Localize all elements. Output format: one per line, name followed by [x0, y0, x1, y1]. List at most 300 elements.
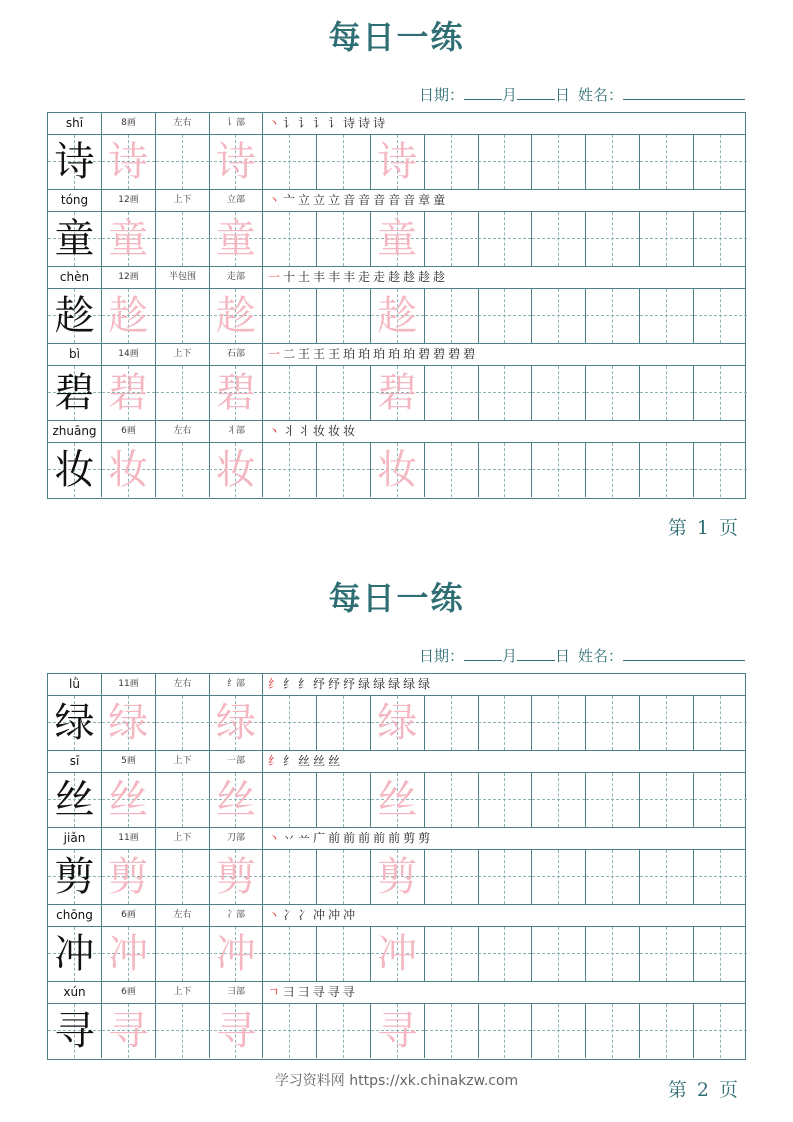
- tian-zi-box[interactable]: [48, 927, 102, 981]
- stroke-step: 碧: [418, 347, 434, 361]
- tian-zi-box[interactable]: [640, 212, 694, 266]
- writing-grid-row: [48, 696, 745, 751]
- tian-zi-box[interactable]: [209, 1004, 263, 1058]
- trace-character: 丝: [215, 777, 256, 823]
- tian-zi-box[interactable]: [209, 289, 263, 343]
- tian-zi-box[interactable]: [478, 696, 532, 750]
- tian-zi-box[interactable]: [478, 773, 532, 827]
- stroke-order: [268, 751, 343, 772]
- trace-character: 冲: [215, 931, 256, 977]
- radical-label: 讠部: [210, 113, 263, 134]
- tian-zi-box[interactable]: [317, 443, 371, 497]
- trace-character: 寻: [215, 1008, 256, 1054]
- trace-character: 碧: [377, 370, 418, 416]
- tian-zi-box[interactable]: [425, 773, 479, 827]
- char-info-row: [48, 113, 745, 135]
- tian-zi-box[interactable]: [48, 443, 102, 497]
- stroke-step: 碧: [463, 347, 479, 361]
- structure-label: 上下: [156, 751, 210, 772]
- stroke-step: 趁: [418, 270, 434, 284]
- char-info-row: [48, 674, 745, 696]
- tian-zi-box[interactable]: [532, 135, 586, 189]
- tian-zi-box[interactable]: [102, 773, 156, 827]
- tian-zi-box[interactable]: [532, 289, 586, 343]
- tian-zi-box[interactable]: [371, 773, 425, 827]
- char-info-row: [48, 828, 745, 850]
- date-name-line: [419, 84, 745, 105]
- trace-character: 冲: [108, 931, 149, 977]
- radical-label: 纟部: [210, 674, 263, 695]
- stroke-step: 彐: [297, 985, 313, 999]
- stroke-count: 12画: [102, 267, 156, 288]
- structure-label: 左右: [156, 113, 210, 134]
- stroke-step: 冫: [283, 908, 299, 922]
- tian-zi-box[interactable]: [694, 696, 747, 750]
- tian-zi-box[interactable]: [425, 696, 479, 750]
- tian-zi-box[interactable]: [532, 1004, 586, 1058]
- tian-zi-box[interactable]: [640, 289, 694, 343]
- stroke-step: 亠: [283, 193, 299, 207]
- tian-zi-box[interactable]: [317, 1004, 371, 1058]
- tian-zi-box[interactable]: [209, 443, 263, 497]
- stroke-step: 音: [358, 193, 374, 207]
- tian-zi-box[interactable]: [156, 135, 210, 189]
- structure-label: 左右: [156, 674, 210, 695]
- tian-zi-box[interactable]: [478, 212, 532, 266]
- tian-zi-box[interactable]: [371, 135, 425, 189]
- stroke-step: 纾: [328, 677, 344, 691]
- trace-character: 寻: [108, 1008, 149, 1054]
- stroke-step: 二: [283, 347, 299, 361]
- tian-zi-box[interactable]: [102, 696, 156, 750]
- tian-zi-box[interactable]: [48, 850, 102, 904]
- stroke-count: 5画: [102, 751, 156, 772]
- tian-zi-box[interactable]: [425, 1004, 479, 1058]
- stroke-count: 14画: [102, 344, 156, 365]
- radical-label: 一部: [210, 751, 263, 772]
- tian-zi-box[interactable]: [48, 366, 102, 420]
- radical-label: 彐部: [210, 982, 263, 1003]
- tian-zi-box[interactable]: [48, 696, 102, 750]
- practice-sheet: [47, 673, 746, 1060]
- tian-zi-box[interactable]: [156, 927, 210, 981]
- tian-zi-box[interactable]: [694, 850, 747, 904]
- day-label: 日: [554, 647, 570, 665]
- tian-zi-box[interactable]: [478, 135, 532, 189]
- stroke-step: 诗: [373, 116, 389, 130]
- stroke-step: 一: [268, 347, 284, 361]
- month-blank[interactable]: [464, 648, 502, 661]
- tian-zi-box[interactable]: [263, 443, 317, 497]
- stroke-step: 讠: [298, 116, 314, 130]
- stroke-step: 绿: [403, 677, 419, 691]
- pinyin-label: zhuāng: [48, 421, 102, 442]
- tian-zi-box[interactable]: [156, 773, 210, 827]
- name-blank[interactable]: [623, 87, 745, 100]
- stroke-step: 丶: [268, 908, 284, 922]
- stroke-step: 立: [298, 193, 314, 207]
- tian-zi-box[interactable]: [317, 135, 371, 189]
- tian-zi-box[interactable]: [317, 366, 371, 420]
- tian-zi-box[interactable]: [586, 135, 640, 189]
- tian-zi-box[interactable]: [102, 212, 156, 266]
- tian-zi-box[interactable]: [156, 212, 210, 266]
- writing-grid-row: [48, 289, 745, 344]
- trace-character: 丝: [108, 777, 149, 823]
- stroke-step: ㄱ: [268, 985, 283, 999]
- tian-zi-box[interactable]: [156, 289, 210, 343]
- tian-zi-box[interactable]: [263, 927, 317, 981]
- radical-label: 石部: [210, 344, 263, 365]
- page-prefix: 第: [667, 1079, 691, 1101]
- tian-zi-box[interactable]: [317, 850, 371, 904]
- radical-label: 走部: [210, 267, 263, 288]
- tian-zi-box[interactable]: [586, 696, 640, 750]
- name-blank[interactable]: [623, 648, 745, 661]
- stroke-count: 8画: [102, 113, 156, 134]
- stroke-step: 走: [358, 270, 374, 284]
- tian-zi-box[interactable]: [102, 443, 156, 497]
- stroke-step: 剪: [403, 831, 419, 845]
- stroke-step: 童: [433, 193, 449, 207]
- stroke-order: [268, 421, 358, 442]
- stroke-step: 碧: [448, 347, 464, 361]
- radical-label: 丬部: [210, 421, 263, 442]
- stroke-step: 珀: [373, 347, 389, 361]
- stroke-order: [268, 982, 358, 1003]
- name-label: 姓名：: [577, 647, 623, 665]
- tian-zi-box[interactable]: [209, 850, 263, 904]
- tian-zi-box[interactable]: [586, 927, 640, 981]
- stroke-step: 趁: [403, 270, 419, 284]
- stroke-step: 寻: [327, 985, 343, 999]
- tian-zi-box[interactable]: [640, 773, 694, 827]
- stroke-step: 妆: [313, 424, 329, 438]
- radical-label: 冫部: [210, 905, 263, 926]
- writing-grid-row: [48, 927, 745, 982]
- stroke-step: 音: [373, 193, 389, 207]
- tian-zi-box[interactable]: [478, 850, 532, 904]
- tian-zi-box[interactable]: [694, 212, 747, 266]
- stroke-count: 11画: [102, 828, 156, 849]
- tian-zi-box[interactable]: [156, 1004, 210, 1058]
- writing-grid-row: [48, 366, 745, 421]
- tian-zi-box[interactable]: [586, 773, 640, 827]
- stroke-step: 绿: [418, 677, 434, 691]
- stroke-step: 丰: [313, 270, 329, 284]
- pinyin-label: chōng: [48, 905, 102, 926]
- stroke-order: [268, 113, 388, 134]
- tian-zi-box[interactable]: [532, 773, 586, 827]
- stroke-step: 前: [358, 831, 374, 845]
- stroke-step: 剪: [418, 831, 434, 845]
- trace-character: 剪: [377, 854, 418, 900]
- stroke-step: 章: [418, 193, 434, 207]
- structure-label: 左右: [156, 905, 210, 926]
- tian-zi-box[interactable]: [209, 927, 263, 981]
- trace-character: 绿: [377, 700, 418, 746]
- date-label: 日期：: [418, 647, 464, 665]
- tian-zi-box[interactable]: [694, 289, 747, 343]
- model-character: 碧: [54, 370, 95, 416]
- stroke-step: 纾: [313, 677, 329, 691]
- tian-zi-box[interactable]: [640, 927, 694, 981]
- tian-zi-box[interactable]: [371, 696, 425, 750]
- trace-character: 童: [377, 216, 418, 262]
- tian-zi-box[interactable]: [532, 696, 586, 750]
- tian-zi-box[interactable]: [156, 366, 210, 420]
- stroke-step: 丝: [298, 754, 314, 768]
- tian-zi-box[interactable]: [532, 366, 586, 420]
- tian-zi-box[interactable]: [371, 212, 425, 266]
- stroke-step: 珀: [358, 347, 374, 361]
- tian-zi-box[interactable]: [263, 696, 317, 750]
- tian-zi-box[interactable]: [694, 927, 747, 981]
- tian-zi-box[interactable]: [317, 289, 371, 343]
- stroke-order: [268, 674, 433, 695]
- stroke-step: 前: [343, 831, 359, 845]
- tian-zi-box[interactable]: [532, 927, 586, 981]
- tian-zi-box[interactable]: [209, 135, 263, 189]
- stroke-step: 纾: [343, 677, 359, 691]
- day-blank[interactable]: [517, 648, 555, 661]
- tian-zi-box[interactable]: [102, 850, 156, 904]
- tian-zi-box[interactable]: [209, 773, 263, 827]
- tian-zi-box[interactable]: [478, 443, 532, 497]
- stroke-step: 丷: [283, 831, 299, 845]
- tian-zi-box[interactable]: [48, 773, 102, 827]
- tian-zi-box[interactable]: [532, 850, 586, 904]
- stroke-order: [268, 267, 448, 288]
- tian-zi-box[interactable]: [263, 1004, 317, 1058]
- stroke-step: 纟: [268, 754, 284, 768]
- trace-character: 诗: [215, 139, 256, 185]
- structure-label: 半包围: [156, 267, 210, 288]
- tian-zi-box[interactable]: [263, 289, 317, 343]
- tian-zi-box[interactable]: [263, 212, 317, 266]
- stroke-step: 走: [373, 270, 389, 284]
- tian-zi-box[interactable]: [425, 850, 479, 904]
- trace-character: 碧: [215, 370, 256, 416]
- stroke-step: 寻: [312, 985, 328, 999]
- stroke-order: [268, 190, 448, 211]
- month-label: 月: [501, 647, 517, 665]
- tian-zi-box[interactable]: [640, 366, 694, 420]
- stroke-step: 丬: [298, 424, 314, 438]
- tian-zi-box[interactable]: [640, 135, 694, 189]
- radical-label: 立部: [210, 190, 263, 211]
- tian-zi-box[interactable]: [48, 212, 102, 266]
- trace-character: 趁: [108, 293, 149, 339]
- tian-zi-box[interactable]: [532, 212, 586, 266]
- stroke-step: 妆: [343, 424, 359, 438]
- tian-zi-box[interactable]: [102, 1004, 156, 1058]
- stroke-order: [268, 828, 433, 849]
- trace-character: 冲: [377, 931, 418, 977]
- tian-zi-box[interactable]: [102, 927, 156, 981]
- name-label: 姓名：: [577, 86, 623, 104]
- month-blank[interactable]: [464, 87, 502, 100]
- date-name-line: [419, 645, 745, 666]
- trace-character: 妆: [108, 447, 149, 493]
- stroke-step: 王: [328, 347, 344, 361]
- tian-zi-box[interactable]: [263, 773, 317, 827]
- tian-zi-box[interactable]: [640, 696, 694, 750]
- tian-zi-box[interactable]: [48, 1004, 102, 1058]
- day-blank[interactable]: [517, 87, 555, 100]
- tian-zi-box[interactable]: [640, 1004, 694, 1058]
- tian-zi-box[interactable]: [586, 212, 640, 266]
- writing-grid-row: [48, 773, 745, 828]
- tian-zi-box[interactable]: [156, 696, 210, 750]
- stroke-step: 趁: [433, 270, 449, 284]
- tian-zi-box[interactable]: [209, 696, 263, 750]
- tian-zi-box[interactable]: [425, 212, 479, 266]
- stroke-step: 纟: [268, 677, 284, 691]
- tian-zi-box[interactable]: [478, 1004, 532, 1058]
- trace-character: 诗: [377, 139, 418, 185]
- stroke-step: 丶: [268, 424, 284, 438]
- char-info-row: [48, 751, 745, 773]
- tian-zi-box[interactable]: [478, 289, 532, 343]
- stroke-step: 珀: [388, 347, 404, 361]
- day-label: 日: [554, 86, 570, 104]
- tian-zi-box[interactable]: [425, 289, 479, 343]
- tian-zi-box[interactable]: [317, 927, 371, 981]
- stroke-order: [268, 344, 478, 365]
- tian-zi-box[interactable]: [586, 289, 640, 343]
- tian-zi-box[interactable]: [102, 366, 156, 420]
- tian-zi-box[interactable]: [425, 443, 479, 497]
- page-number-value: 1: [696, 517, 713, 539]
- trace-character: 诗: [108, 139, 149, 185]
- stroke-step: 诗: [358, 116, 374, 130]
- tian-zi-box[interactable]: [102, 289, 156, 343]
- tian-zi-box[interactable]: [102, 135, 156, 189]
- stroke-step: 丰: [343, 270, 359, 284]
- tian-zi-box[interactable]: [478, 927, 532, 981]
- writing-grid-row: [48, 135, 745, 190]
- tian-zi-box[interactable]: [156, 443, 210, 497]
- tian-zi-box[interactable]: [263, 850, 317, 904]
- stroke-step: 一: [268, 270, 284, 284]
- stroke-step: 丝: [313, 754, 329, 768]
- tian-zi-box[interactable]: [317, 773, 371, 827]
- stroke-count: 11画: [102, 674, 156, 695]
- stroke-step: 丝: [328, 754, 344, 768]
- tian-zi-box[interactable]: [586, 366, 640, 420]
- stroke-step: 前: [388, 831, 404, 845]
- pinyin-label: chèn: [48, 267, 102, 288]
- tian-zi-box[interactable]: [371, 927, 425, 981]
- tian-zi-box[interactable]: [586, 443, 640, 497]
- tian-zi-box[interactable]: [371, 1004, 425, 1058]
- pinyin-label: xún: [48, 982, 102, 1003]
- tian-zi-box[interactable]: [317, 696, 371, 750]
- model-character: 寻: [54, 1008, 95, 1054]
- tian-zi-box[interactable]: [371, 289, 425, 343]
- radical-label: 刀部: [210, 828, 263, 849]
- stroke-step: 绿: [358, 677, 374, 691]
- char-info-row: [48, 905, 745, 927]
- stroke-step: 王: [298, 347, 314, 361]
- model-character: 丝: [54, 777, 95, 823]
- month-label: 月: [501, 86, 517, 104]
- tian-zi-box[interactable]: [694, 366, 747, 420]
- structure-label: 上下: [156, 982, 210, 1003]
- stroke-step: 冲: [343, 908, 359, 922]
- tian-zi-box[interactable]: [156, 850, 210, 904]
- tian-zi-box[interactable]: [586, 850, 640, 904]
- tian-zi-box[interactable]: [694, 135, 747, 189]
- writing-grid-row: [48, 212, 745, 267]
- tian-zi-box[interactable]: [371, 366, 425, 420]
- tian-zi-box[interactable]: [640, 443, 694, 497]
- tian-zi-box[interactable]: [425, 927, 479, 981]
- stroke-step: 前: [328, 831, 344, 845]
- stroke-step: 音: [403, 193, 419, 207]
- stroke-count: 6画: [102, 905, 156, 926]
- writing-grid-row: [48, 443, 745, 498]
- tian-zi-box[interactable]: [263, 366, 317, 420]
- tian-zi-box[interactable]: [478, 366, 532, 420]
- stroke-order: [268, 905, 358, 926]
- page-suffix: 页: [718, 517, 742, 539]
- stroke-step: 丶: [268, 116, 284, 130]
- tian-zi-box[interactable]: [209, 366, 263, 420]
- stroke-step: 冲: [328, 908, 344, 922]
- tian-zi-box[interactable]: [371, 850, 425, 904]
- stroke-step: 珀: [343, 347, 359, 361]
- tian-zi-box[interactable]: [371, 443, 425, 497]
- trace-character: 绿: [215, 700, 256, 746]
- writing-grid-row: [48, 850, 745, 905]
- model-character: 剪: [54, 854, 95, 900]
- pinyin-label: bì: [48, 344, 102, 365]
- tian-zi-box[interactable]: [263, 135, 317, 189]
- tian-zi-box[interactable]: [317, 212, 371, 266]
- trace-character: 绿: [108, 700, 149, 746]
- tian-zi-box[interactable]: [694, 443, 747, 497]
- tian-zi-box[interactable]: [48, 135, 102, 189]
- stroke-step: 讠: [313, 116, 329, 130]
- trace-character: 妆: [377, 447, 418, 493]
- model-character: 绿: [54, 700, 95, 746]
- char-info-row: [48, 344, 745, 366]
- stroke-step: 丶: [268, 831, 284, 845]
- pinyin-label: lǜ: [48, 674, 102, 695]
- stroke-step: 趁: [388, 270, 404, 284]
- stroke-step: 绿: [388, 677, 404, 691]
- tian-zi-box[interactable]: [694, 773, 747, 827]
- tian-zi-box[interactable]: [532, 443, 586, 497]
- tian-zi-box[interactable]: [640, 850, 694, 904]
- stroke-step: 碧: [433, 347, 449, 361]
- tian-zi-box[interactable]: [48, 289, 102, 343]
- structure-label: 上下: [156, 344, 210, 365]
- tian-zi-box[interactable]: [425, 366, 479, 420]
- structure-label: 上下: [156, 828, 210, 849]
- trace-character: 妆: [215, 447, 256, 493]
- tian-zi-box[interactable]: [209, 212, 263, 266]
- stroke-step: 丶: [268, 193, 284, 207]
- tian-zi-box[interactable]: [425, 135, 479, 189]
- page-title: 每日一练: [328, 18, 465, 56]
- trace-character: 寻: [377, 1008, 418, 1054]
- tian-zi-box[interactable]: [694, 1004, 747, 1058]
- tian-zi-box[interactable]: [586, 1004, 640, 1058]
- date-label: 日期：: [418, 86, 464, 104]
